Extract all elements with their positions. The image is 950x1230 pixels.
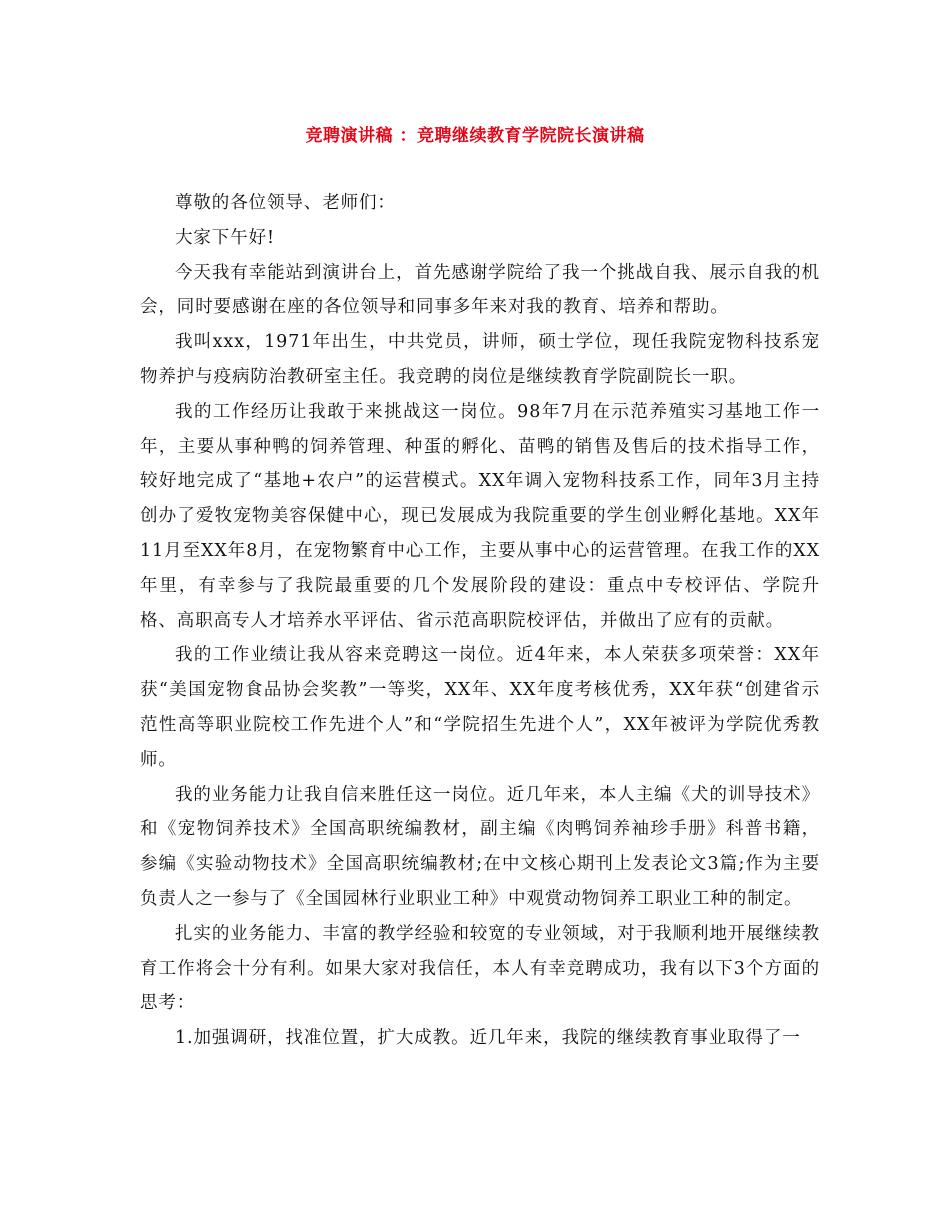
paragraph-achievements: 我的工作业绩让我从容来竞聘这一岗位。近4年来，本人荣获多项荣誉：XX年获“美国宠物食品协会奖教”一等奖，XX年、XX年度考核优秀，XX年获“创建省示范性高等职业院校工作先进个人”和“学院招生先进个人”，XX年被评为学院优秀教师。 — [140, 645, 820, 770]
paragraph-professional-ability: 我的业务能力让我自信来胜任这一岗位。近几年来，本人主编《犬的训导技术》和《宠物饲养技术》全国高职统编教材，副主编《肉鸭饲养袖珍手册》科普书籍，参编《实验动物技术》全国高职统编教材;在中文核心期刊上发表论文3篇;作为主要负责人之一参与了《全国园林行业职业工种》中观赏动物饲养工职业工种的制定。 — [140, 784, 820, 909]
paragraph-thanks: 今天我有幸能站到演讲台上，首先感谢学院给了我一个挑战自我、展示自我的机会，同时要感谢在座的各位领导和同事多年来对我的教育、培养和帮助。 — [140, 262, 820, 318]
paragraph-work-experience: 我的工作经历让我敢于来挑战这一岗位。98年7月在示范养殖实习基地工作一年，主要从事种鸭的饲养管理、种蛋的孵化、苗鸭的销售及售后的技术指导工作，较好地完成了“基地+农户”的运营模式。XX年调入宠物科技系工作，同年3月主持创办了爱牧宠物美容保健中心，现已发展成为我院重要的学生创业孵化基地。XX年11月至XX年8月，在宠物繁育中心工作，主要从事中心的运营管理。在我工作的XX年里，有幸参与了我院最重要的几个发展阶段的建设：重点中专校评估、学院升格、高职高专人才培养水平评估、省示范高职院校评估，并做出了应有的贡献。 — [140, 401, 820, 631]
paragraph-summary: 扎实的业务能力、丰富的教学经验和较宽的专业领域，对于我顺利地开展继续教育工作将会十分有利。如果大家对我信任，本人有幸竞聘成功，我有以下3个方面的思考： — [140, 923, 820, 1014]
paragraph-plan-item-1: 1.加强调研，找准位置，扩大成教。近几年来，我院的继续教育事业取得了一 — [175, 1028, 801, 1049]
document-title: 竞聘演讲稿 ：竞聘继续教育学院院长演讲稿 — [305, 126, 645, 146]
paragraph-introduction: 我叫xxx，1971年出生，中共党员，讲师，硕士学位，现任我院宠物科技系宠物养护与疫病防治教研室主任。我竞聘的岗位是继续教育学院副院长一职。 — [140, 332, 820, 387]
paragraph-greeting: 大家下午好! — [175, 227, 275, 248]
paragraph-salutation: 尊敬的各位领导、老师们： — [175, 193, 396, 213]
document-body — [140, 186, 820, 1056]
